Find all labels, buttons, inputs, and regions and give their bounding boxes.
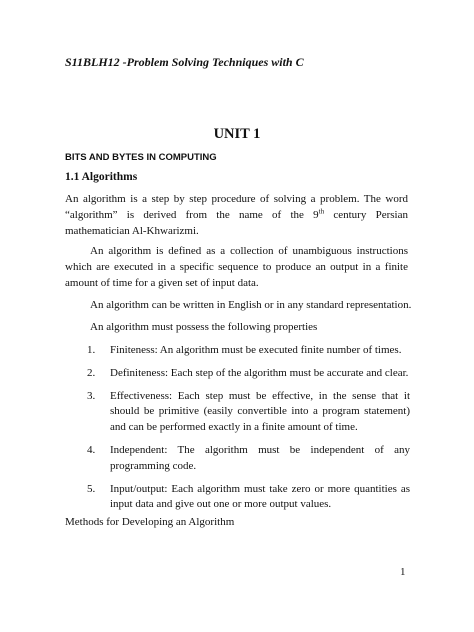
intro-paragraph-end: century Persian mathematician Al-Khwarizmi. bbox=[65, 208, 408, 237]
list-item-text: Definiteness: Each step of the algorithm must be accurate and clear. bbox=[110, 366, 409, 379]
list-item-text: Finiteness: An algorithm must be executed finite number of times. bbox=[110, 344, 402, 356]
list-item-number: 1. bbox=[87, 344, 96, 356]
list-item bbox=[65, 366, 410, 382]
list-item-text: Input/output: Each algorithm must take zero or more quantities as input data and give out one or more output values. bbox=[110, 482, 410, 511]
list-item-number: 5. bbox=[87, 482, 96, 495]
list-item bbox=[65, 482, 410, 514]
ordinal-superscript: th bbox=[318, 207, 325, 216]
list-item bbox=[65, 443, 410, 475]
definition-paragraph: An algorithm is defined as a collection of unambiguous instructions which are executed in a specific sequence to produce an output in a finite amount of time for a given set of input data. bbox=[65, 245, 408, 289]
list-item bbox=[65, 343, 410, 359]
page-number: 1 bbox=[400, 566, 406, 578]
list-item-number: 2. bbox=[87, 366, 96, 379]
list-item-number: 4. bbox=[87, 443, 96, 456]
representation-paragraph: An algorithm can be written in English or in any standard representation. bbox=[90, 299, 412, 311]
intro-paragraph-start: An algorithm is a step by step procedure of solving a problem. The word “algorithm” is derived from the name of the 9 bbox=[65, 193, 408, 221]
course-title: S11BLH12 -Problem Solving Techniques with C bbox=[65, 55, 304, 69]
list-item-text: Independent: The algorithm must be independent of any programming code. bbox=[110, 443, 410, 472]
section-heading: BITS AND BYTES IN COMPUTING bbox=[65, 152, 217, 163]
list-item bbox=[65, 389, 410, 436]
methods-heading: Methods for Developing an Algorithm bbox=[65, 516, 235, 528]
list-item-text: Effectiveness: Each step must be effective, in the sense that it should be primitive (easily convertible into a program statement) and can be performed exactly in a finite amount of time. bbox=[110, 389, 410, 434]
list-item-number: 3. bbox=[87, 389, 96, 402]
unit-title: UNIT 1 bbox=[213, 126, 261, 142]
properties-intro: An algorithm must possess the following properties bbox=[90, 321, 318, 333]
subsection-heading: 1.1 Algorithms bbox=[65, 171, 138, 183]
intro-paragraph bbox=[65, 192, 408, 239]
properties-list bbox=[65, 343, 410, 520]
